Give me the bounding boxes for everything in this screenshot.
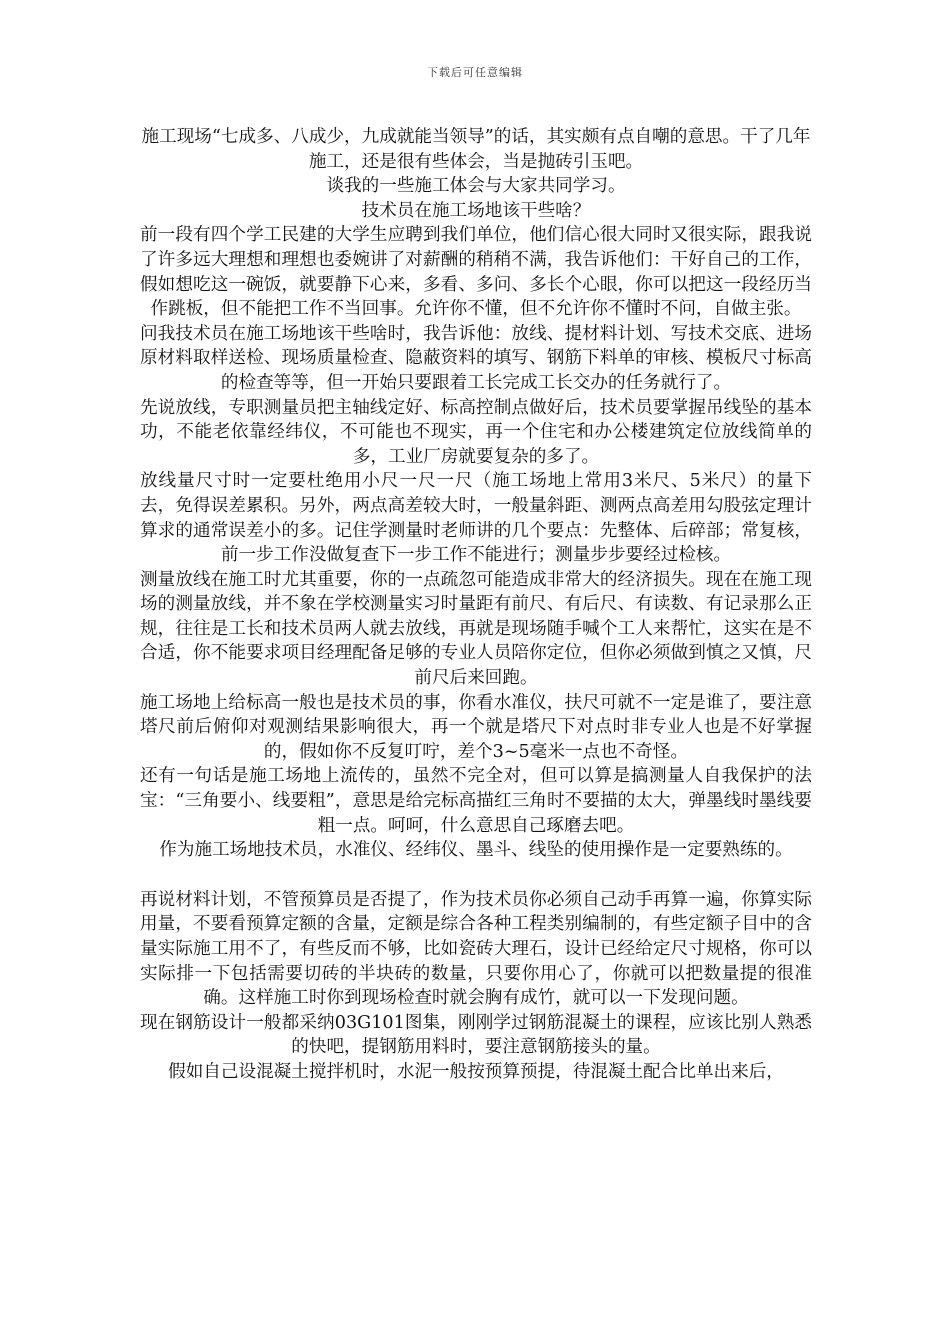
paragraph-materials: 再说材料计划，不管预算员是否提了，作为技术员你必须自己动手再算一遍，你算实际用量，不要看预算定额的含量，定额是综合各种工程类别编制的，有些定额子目中的含量实际施工用不了，有些反而不够，比如瓷砖大理石，设计已经给定尺寸规格，你可以实际排一下包括需要切砖的半块砖的数量，只要你用心了，你就可以把数量提的很准确。这样施工时你到现场检查时就会胸有成竹，就可以一下发现问题。 bbox=[140, 889, 812, 1009]
paragraph-graduates: 前一段有四个学工民建的大学生应聘到我们单位，他们信心很大同时又很实际，跟我说了许多远大理想和理想也委婉讲了对薪酬的稍稍不满，我告诉他们：干好自己的工作，假如想吃这一碗饭，就要静下心来，多看、多问、多长个心眼，你可以把这一段经历当作跳板，但不能把工作不当回事。允许你不懂，但不允许你不懂时不问，自做主张。 bbox=[140, 225, 812, 320]
page-header: 下载后可任意编辑 bbox=[427, 66, 523, 79]
paragraph-intro: 施工现场“七成多、八成少，九成就能当领导”的话，其实颇有点自嘲的意思。干了几年施工，还是很有些体会，当是抛砖引玉吧。 bbox=[141, 127, 811, 172]
document-body bbox=[140, 125, 812, 1085]
paragraph-importance: 测量放线在施工时尤其重要，你的一点疏忽可能造成非常大的经济损失。现在在施工现场的测量放线，并不象在学校测量实习时量距有前尺、有后尺、有读数、有记录那么正规，往往是工长和技术员两人就去放线，再就是现场随手喊个工人来帮忙，这实在是不合适，你不能要求项目经理配备足够的专业人员陪你定位，但你必须做到慎之又慎，尺前尺后来回跑。 bbox=[140, 569, 812, 689]
paragraph-share: 谈我的一些施工体会与大家共同学习。 bbox=[326, 176, 626, 197]
paragraph-duties: 问我技术员在施工场地该干些啥时，我告诉他：放线、提材料计划、写技术交底、进场原材料取样送检、现场质量检查、隐蔽资料的填写、钢筋下料单的审核、模板尺寸标高的检查等等，但一开始只要跟着工长完成工长交办的任务就行了。 bbox=[140, 323, 812, 393]
paragraph-elevation: 施工场地上给标高一般也是技术员的事，你看水准仪，扶尺可就不一定是谁了，要注意塔尺前后俯仰对观测结果影响很大，再一个就是塔尺下对点时非专业人也是不好掌握的，假如你不反复叮咛，差个3~5毫米一点也不奇怪。 bbox=[140, 692, 812, 762]
paragraph-measuring: 放线量尺寸时一定要杜绝用小尺一尺一尺（施工场地上常用3米尺、5米尺）的量下去，免得误差累积。另外，两点高差较大时，一般量斜距、测两点高差用勾股弦定理计算求的通常误差小的多。记住学测量时老师讲的几个要点：先整体、后碎部；常复核，前一步工作没做复查下一步工作不能进行；测量步步要经过检核。 bbox=[140, 471, 812, 566]
section-heading: 技术员在施工场地该干些啥？ bbox=[361, 200, 591, 221]
paragraph-layout: 先说放线，专职测量员把主轴线定好、标高控制点做好后，技术员要掌握吊线坠的基本功，不能老依靠经纬仪，不可能也不现实，再一个住宅和办公楼建筑定位放线简单的多，工业厂房就要复杂的多了。 bbox=[140, 397, 812, 467]
paragraph-saying: 还有一句话是施工场地上流传的，虽然不完全对，但可以算是搞测量人自我保护的法宝：“三角要小、线要粗”，意思是给完标高描红三角时不要描的太大，弹墨线时墨线要粗一点。呵呵，什么意思自己琢磨去吧。 bbox=[140, 766, 812, 836]
paragraph-instruments: 作为施工场地技术员，水准仪、经纬仪、墨斗、线坠的使用操作是一定要熟练的。 bbox=[159, 840, 793, 861]
paragraph-concrete: 假如自己设混凝土搅拌机时，水泥一般按预算预提，待混凝土配合比单出来后， bbox=[168, 1061, 784, 1082]
paragraph-rebar: 现在钢筋设计一般都采纳03G101图集，刚刚学过钢筋混凝土的课程，应该比别人熟悉的快吧，提钢筋用料时，要注意钢筋接头的量。 bbox=[140, 1012, 812, 1058]
blank-line bbox=[140, 863, 812, 888]
